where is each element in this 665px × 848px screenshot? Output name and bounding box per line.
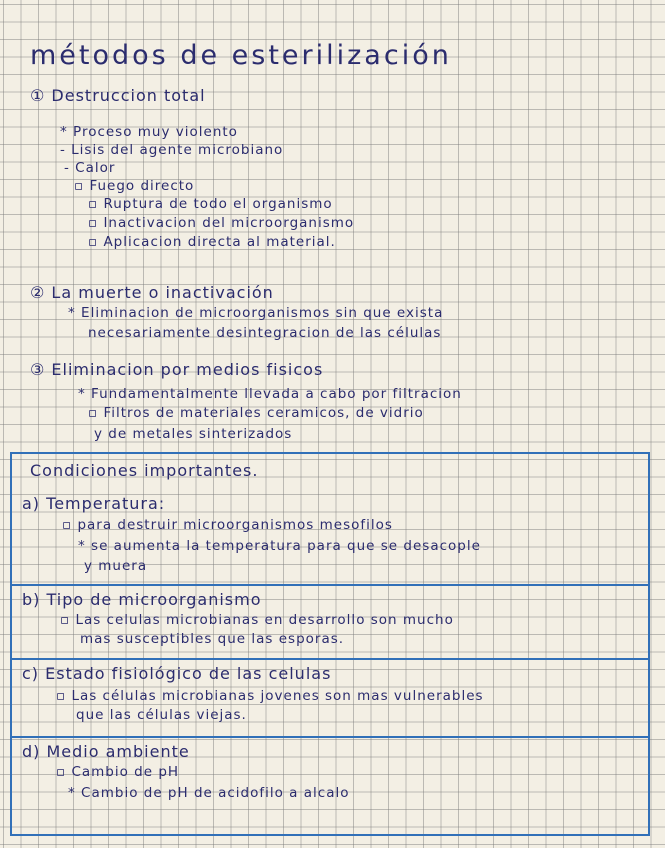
- section-1-line: - Calor: [64, 160, 116, 176]
- conditions-heading: Condiciones importantes.: [30, 461, 259, 480]
- section-3-line: * Fundamentalmente llevada a cabo por filtracion: [78, 386, 462, 402]
- section-1-line: ▫ Inactivacion del microorganismo: [88, 215, 355, 231]
- condition-d-line: ▫ Cambio de pH: [56, 764, 180, 780]
- condition-b-heading: b) Tipo de microorganismo: [22, 590, 262, 609]
- section-2-heading: ② La muerte o inactivación: [30, 283, 274, 302]
- condition-b-line: mas susceptibles que las esporas.: [80, 631, 345, 647]
- section-1-line: ▫ Aplicacion directa al material.: [88, 234, 336, 250]
- section-1-heading: ① Destruccion total: [30, 86, 206, 105]
- condition-a-line: ▫ para destruir microorganismos mesofilos: [62, 517, 393, 533]
- section-3-line: y de metales sinterizados: [94, 426, 293, 442]
- condition-c-heading: c) Estado fisiológico de las celulas: [22, 664, 332, 683]
- section-1-line: * Proceso muy violento: [60, 124, 238, 140]
- condition-c-line: que las células viejas.: [76, 707, 247, 723]
- condition-c-line: ▫ Las células microbianas jovenes son mas vulnerables: [56, 688, 484, 704]
- section-1-line: ▫ Ruptura de todo el organismo: [88, 196, 333, 212]
- box-divider: [10, 584, 650, 586]
- condition-a-line: * se aumenta la temperatura para que se desacople: [78, 538, 481, 554]
- box-divider: [10, 736, 650, 738]
- condition-b-line: ▫ Las celulas microbianas en desarrollo son mucho: [60, 612, 454, 628]
- condition-a-line: y muera: [84, 558, 148, 574]
- page-title: métodos de esterilización: [30, 40, 452, 71]
- section-1-line: - Lisis del agente microbiano: [60, 142, 284, 158]
- box-divider: [10, 658, 650, 660]
- section-2-line: necesariamente desintegracion de las células: [88, 325, 442, 341]
- section-1-line: ▫ Fuego directo: [74, 178, 195, 194]
- section-3-line: ▫ Filtros de materiales ceramicos, de vidrio: [88, 405, 424, 421]
- section-2-line: * Eliminacion de microorganismos sin que exista: [68, 305, 444, 321]
- section-3-heading: ③ Eliminacion por medios fisicos: [30, 360, 324, 379]
- condition-a-heading: a) Temperatura:: [22, 494, 166, 513]
- condition-d-line: * Cambio de pH de acidofilo a alcalo: [68, 785, 350, 801]
- condition-d-heading: d) Medio ambiente: [22, 742, 190, 761]
